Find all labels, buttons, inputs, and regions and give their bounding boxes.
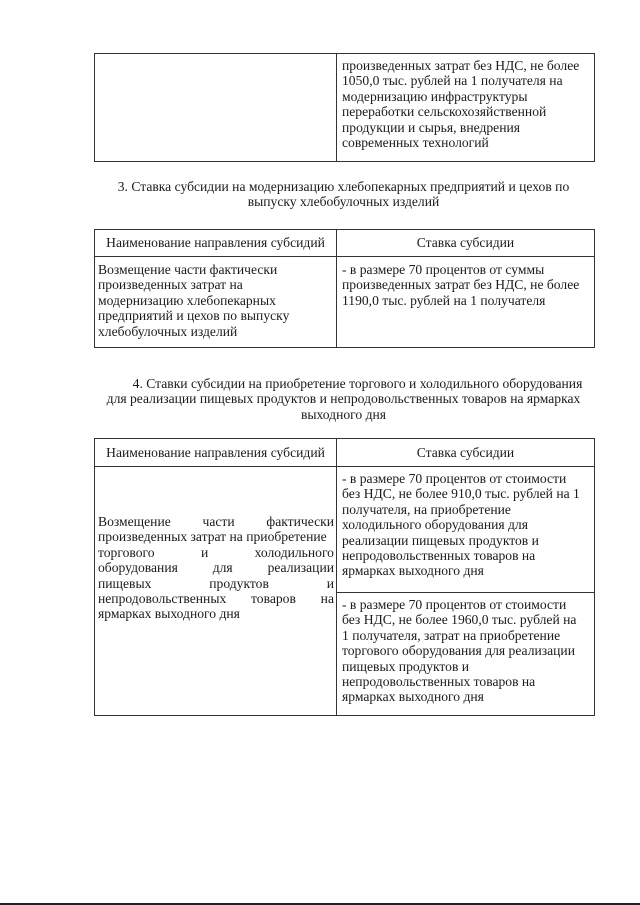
text-line: произведенных затрат без НДС, не более bbox=[342, 58, 580, 73]
table-cell-name bbox=[98, 514, 334, 622]
text-line: без НДС, не более 910,0 тыс. рублей на 1 bbox=[342, 486, 580, 502]
text-line: холодильного оборудования для bbox=[342, 517, 528, 533]
word: товаров bbox=[251, 591, 296, 607]
table-section-4 bbox=[94, 438, 595, 716]
text-line: переработки сельскохозяйственной bbox=[342, 104, 547, 120]
word: Возмещение bbox=[98, 514, 171, 529]
text-line: произведенных затрат на bbox=[98, 277, 243, 293]
text-line: модернизацию инфраструктуры bbox=[342, 88, 528, 104]
text-line: - в размере 70 процентов от суммы bbox=[342, 262, 545, 277]
text-line: произведенных затрат без НДС, не более bbox=[342, 277, 580, 293]
text-line: 1190,0 тыс. рублей на 1 получателя bbox=[342, 292, 546, 308]
text-line: модернизацию хлебопекарных bbox=[98, 292, 276, 308]
text-line: ярмарках выходного дня bbox=[98, 606, 240, 622]
word: холодильного bbox=[254, 544, 334, 560]
text-line bbox=[98, 576, 334, 591]
table-cell-rate bbox=[342, 262, 592, 308]
title-line: выпуску хлебобулочных изделий bbox=[247, 194, 440, 210]
table-divider bbox=[95, 466, 594, 467]
table-cell-name bbox=[98, 262, 334, 339]
text-line: произведенных затрат на приобретение bbox=[98, 529, 327, 545]
text-line: реализации пищевых продуктов и bbox=[342, 532, 539, 548]
column-header-rate: Ставка субсидии bbox=[416, 235, 515, 250]
column-header-rate: Ставка субсидии bbox=[416, 445, 515, 460]
word: и bbox=[200, 544, 209, 560]
title-line: для реализации пищевых продуктов и непродовольственных товаров на ярмарках bbox=[106, 391, 581, 407]
text-line bbox=[98, 545, 334, 560]
title-line: 3. Ставка субсидии на модернизацию хлебопекарных предприятий и цехов по bbox=[117, 179, 570, 194]
word: непродовольственных bbox=[98, 591, 227, 607]
text-line: предприятий и цехов по выпуску bbox=[98, 308, 290, 324]
section-3-title bbox=[94, 179, 593, 210]
title-line: 4. Ставки субсидии на приобретение торгового и холодильного оборудования bbox=[132, 376, 583, 391]
word: части bbox=[202, 514, 235, 529]
text-line: продукции и сырья, внедрения bbox=[342, 119, 520, 135]
title-line: выходного дня bbox=[300, 406, 387, 422]
text-line: ярмарках выходного дня bbox=[342, 563, 484, 579]
text-line bbox=[98, 514, 334, 529]
word: продуктов bbox=[209, 575, 269, 591]
word: пищевых bbox=[98, 575, 152, 591]
table-divider bbox=[336, 439, 337, 715]
table-divider bbox=[336, 54, 337, 161]
text-line: - в размере 70 процентов от стоимости bbox=[342, 597, 567, 612]
text-line: непродовольственных товаров на bbox=[342, 548, 536, 564]
text-line bbox=[98, 560, 334, 575]
text-line: Возмещение части фактически bbox=[98, 262, 278, 277]
column-header-name: Наименование направления субсидий bbox=[106, 235, 325, 250]
text-line: получателя, на приобретение bbox=[342, 501, 511, 517]
word: и bbox=[326, 575, 334, 591]
table-divider bbox=[95, 256, 594, 257]
text-line: - в размере 70 процентов от стоимости bbox=[342, 471, 567, 486]
word: торгового bbox=[98, 544, 155, 560]
text-line: 1 получателя, затрат на приобретение bbox=[342, 627, 561, 643]
text-line: непродовольственных товаров на bbox=[342, 674, 536, 690]
table-section-3 bbox=[94, 229, 595, 348]
word: реализации bbox=[267, 560, 334, 576]
text-line: современных технологий bbox=[342, 135, 489, 151]
word: для bbox=[212, 560, 233, 576]
section-4-title bbox=[94, 376, 593, 422]
word: оборудования bbox=[98, 560, 178, 576]
table-cell-rate bbox=[342, 58, 592, 150]
word: фактически bbox=[266, 514, 334, 529]
table-cell-rate-refrigeration bbox=[342, 471, 592, 579]
text-line: хлебобулочных изделий bbox=[98, 323, 238, 339]
text-line: ярмарках выходного дня bbox=[342, 689, 484, 705]
table-cell-rate-trade bbox=[342, 597, 592, 705]
table-divider bbox=[336, 592, 594, 593]
text-line: пищевых продуктов и bbox=[342, 658, 470, 674]
text-line bbox=[98, 591, 334, 606]
text-line: 1050,0 тыс. рублей на 1 получателя на bbox=[342, 73, 563, 89]
word: на bbox=[320, 591, 334, 607]
table-continuation bbox=[94, 53, 595, 162]
text-line: без НДС, не более 1960,0 тыс. рублей на bbox=[342, 612, 577, 628]
column-header-name: Наименование направления субсидий bbox=[106, 445, 325, 460]
text-line: торгового оборудования для реализации bbox=[342, 643, 575, 659]
